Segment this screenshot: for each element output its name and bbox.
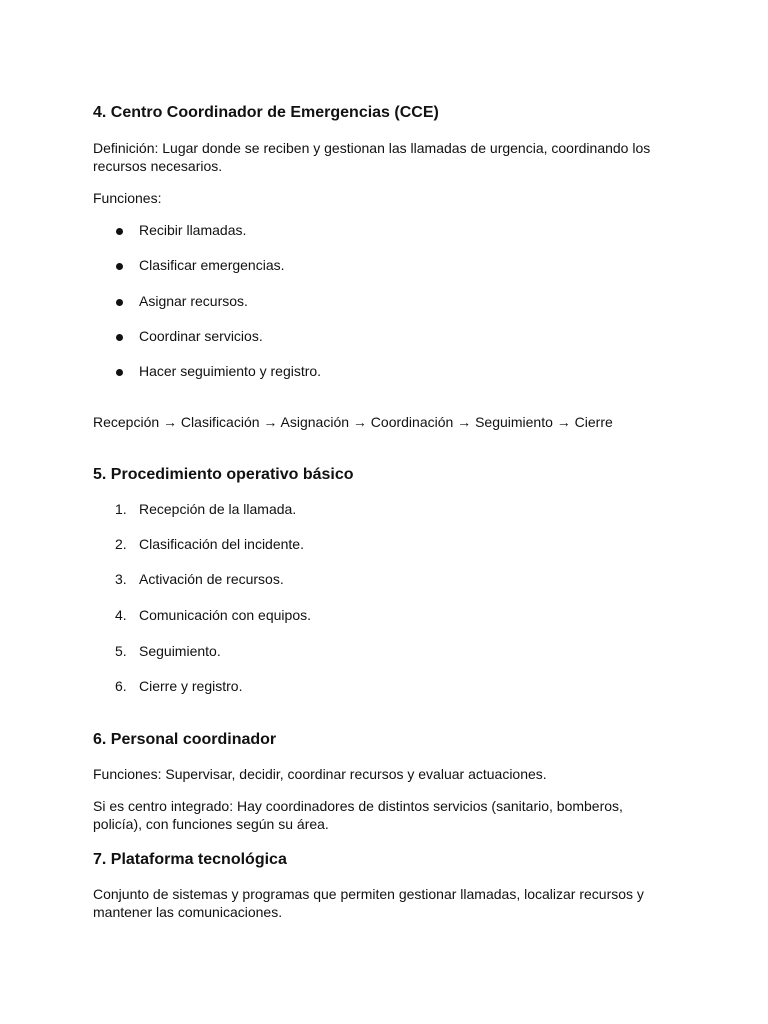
list-item-text: Cierre y registro. <box>139 678 243 694</box>
list-number: 4. <box>115 607 127 623</box>
bullet-icon <box>116 228 123 235</box>
section-7-heading: 7. Plataforma tecnológica <box>93 851 287 868</box>
section-6-integrado-line-1: Si es centro integrado: Hay coordinadores de distintos servicios (sanitario, bomberos, <box>93 798 623 814</box>
bullet-icon <box>116 299 123 306</box>
list-number: 3. <box>115 571 127 587</box>
list-item-text: Activación de recursos. <box>139 571 284 587</box>
section-4-heading: 4. Centro Coordinador de Emergencias (CCE) <box>93 104 439 121</box>
section-7-desc-line-1: Conjunto de sistemas y programas que permiten gestionar llamadas, localizar recursos y <box>93 886 644 902</box>
section-5-heading: 5. Procedimiento operativo básico <box>93 466 354 483</box>
list-item-text: Recibir llamadas. <box>139 222 247 238</box>
bullet-icon <box>116 369 123 376</box>
list-number: 5. <box>115 643 127 659</box>
list-item-text: Clasificar emergencias. <box>139 257 285 273</box>
section-6-funciones: Funciones: Supervisar, decidir, coordinar recursos y evaluar actuaciones. <box>93 766 547 782</box>
list-item-text: Clasificación del incidente. <box>139 536 304 552</box>
list-number: 2. <box>115 536 127 552</box>
bullet-icon <box>116 334 123 341</box>
section-6-integrado-line-2: policía), con funciones según su área. <box>93 816 329 832</box>
section-4-funciones-label: Funciones: <box>93 190 162 206</box>
list-item-text: Recepción de la llamada. <box>139 501 297 517</box>
section-4-definition-line-2: recursos necesarios. <box>93 158 223 174</box>
section-4-definition-line-1: Definición: Lugar donde se reciben y gestionan las llamadas de urgencia, coordinando los <box>93 140 651 156</box>
list-number: 6. <box>115 678 127 694</box>
section-7-desc-line-2: mantener las comunicaciones. <box>93 904 283 920</box>
section-6-heading: 6. Personal coordinador <box>93 731 277 748</box>
bullet-icon <box>116 263 123 270</box>
list-item-text: Hacer seguimiento y registro. <box>139 363 322 379</box>
section-4-flow: Recepción → Clasificación → Asignación → Coordinación → Seguimiento → Cierre <box>93 414 613 430</box>
list-number: 1. <box>115 501 127 517</box>
list-item-text: Asignar recursos. <box>139 293 248 309</box>
list-item-text: Comunicación con equipos. <box>139 607 311 623</box>
list-item-text: Coordinar servicios. <box>139 328 263 344</box>
list-item-text: Seguimiento. <box>139 643 221 659</box>
